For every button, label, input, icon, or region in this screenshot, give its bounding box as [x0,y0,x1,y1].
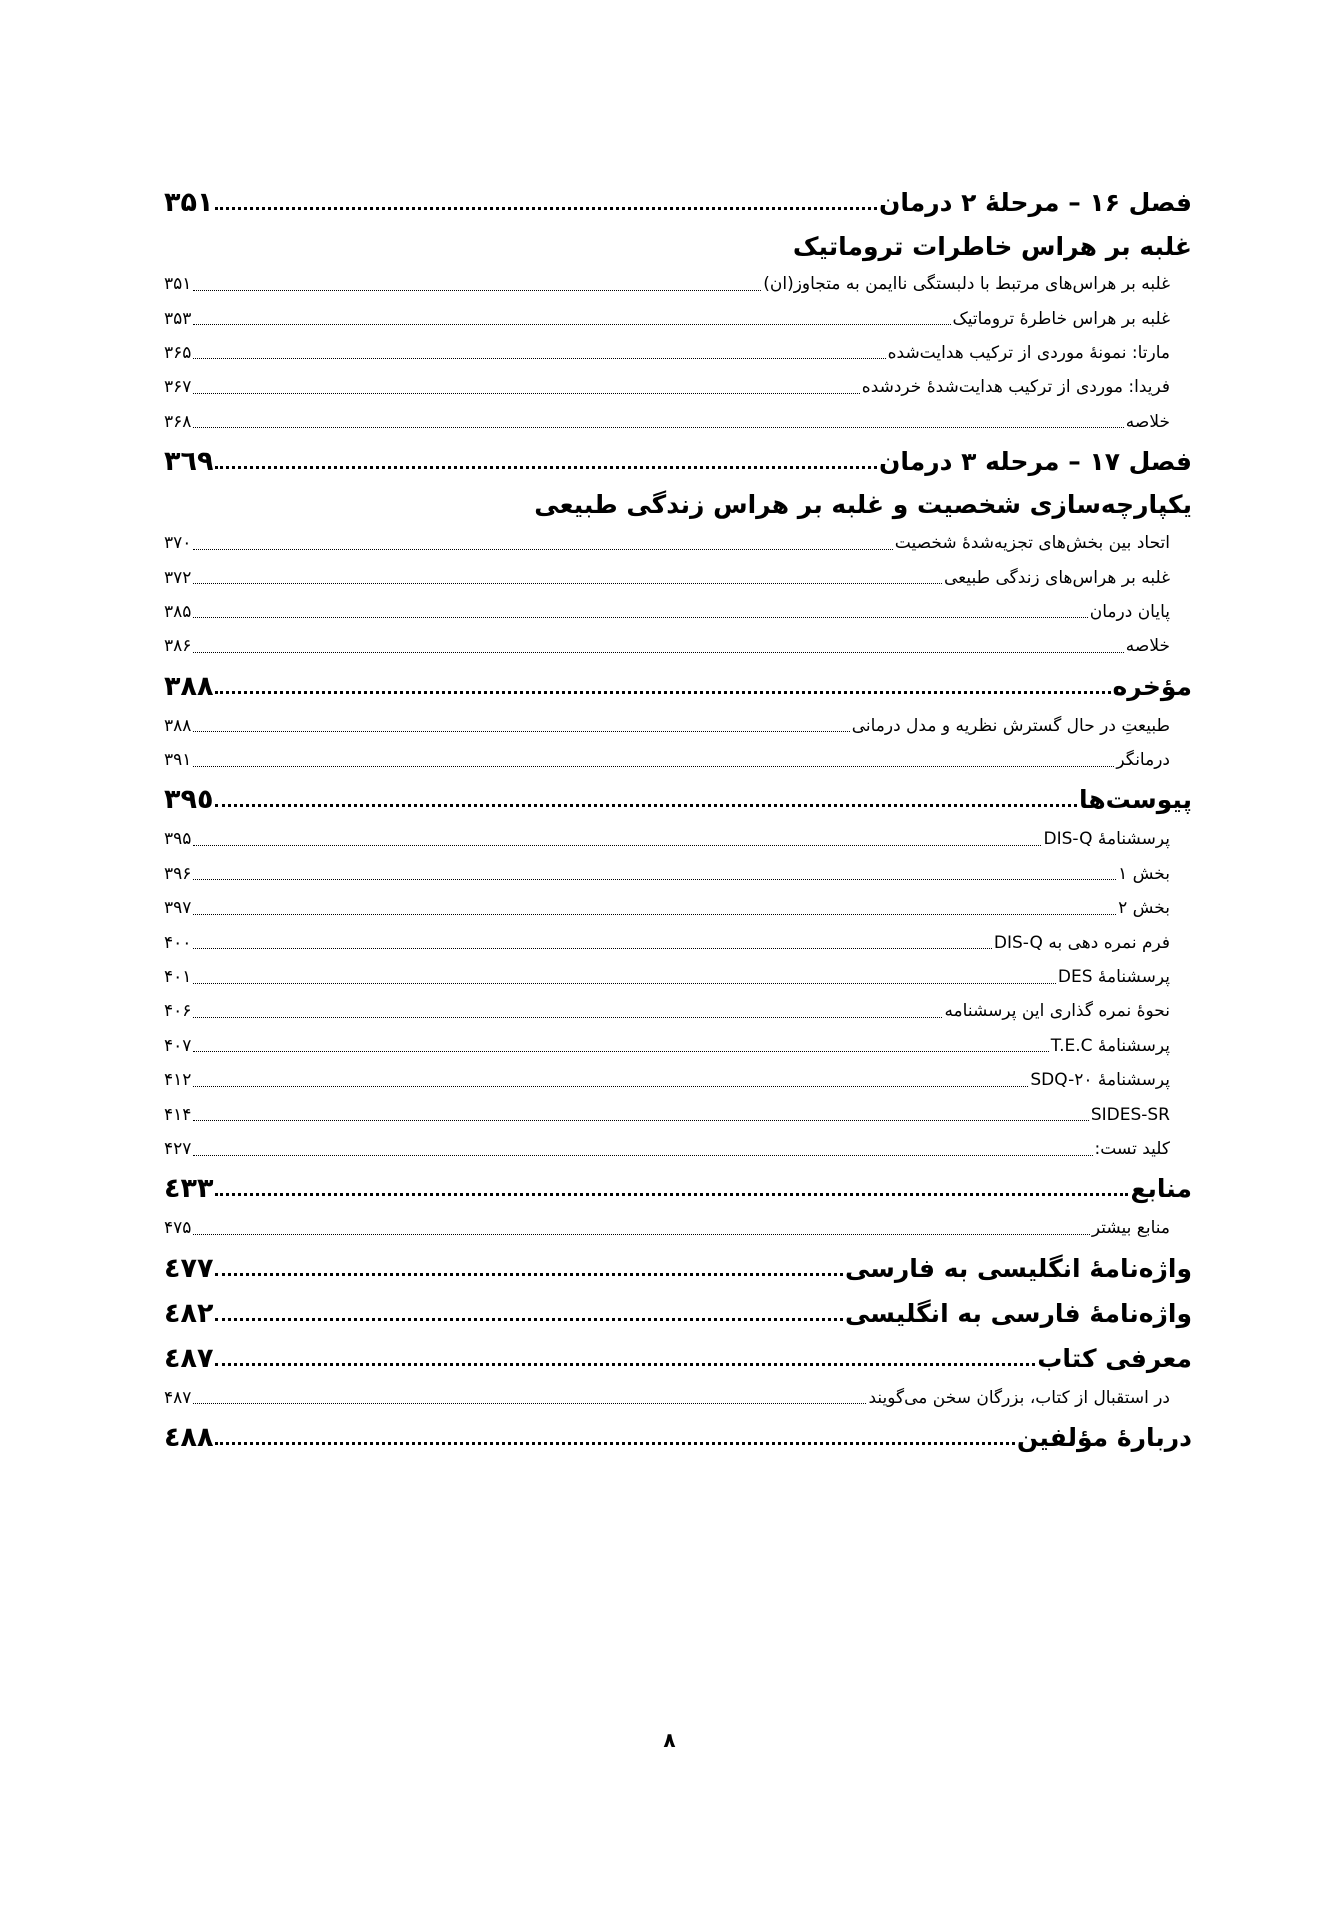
entry-title: مارتا: نمونۀ موردی از ترکیب هدایت‌شده [887,342,1170,363]
toc-heading-about-authors[interactable] [164,1415,1192,1460]
page-number: ۸ [663,1728,676,1752]
toc-entry[interactable] [164,1063,1192,1097]
toc-entry[interactable] [164,267,1192,301]
toc-heading-appendices[interactable] [164,777,1192,822]
heading-title: فصل ۱۷ – مرحله ۳ درمان [879,446,1192,476]
toc-entry[interactable] [164,1211,1192,1245]
entry-title: نحوۀ نمره گذاری این پرسشنامه [944,1001,1170,1022]
toc-entry[interactable] [164,891,1192,925]
heading-page: ۳۵۱ [164,187,214,218]
heading-title: واژه‌نامۀ انگلیسی به فارسی [845,1253,1192,1283]
dot-leader [193,1234,1089,1235]
toc-entry[interactable] [164,709,1192,743]
entry-title: در استقبال از کتاب، بزرگان سخن می‌گویند [868,1387,1170,1408]
dot-leader [193,845,1041,846]
toc-entry[interactable] [164,1381,1192,1415]
heading-title: معرفی کتاب [1037,1343,1192,1373]
dot-leader [193,617,1087,618]
entry-title: منابع بیشتر [1091,1218,1170,1239]
toc-entry[interactable] [164,405,1192,439]
toc-heading-book-intro[interactable] [164,1336,1192,1381]
entry-title: فریدا: موردی از ترکیب هدایت‌شدۀ خردشده [861,377,1170,398]
heading-page: ٤۸۸ [164,1421,214,1453]
dot-leader [215,1273,843,1276]
dot-leader [193,1086,1028,1087]
dot-leader [193,290,761,291]
heading-page: ٤۳۳ [164,1173,214,1205]
heading-page: ٤۸۷ [164,1342,214,1374]
entry-page: ۴۷۵ [164,1218,192,1239]
toc-entry[interactable] [164,994,1192,1028]
entry-title: پرسشنامۀ T.E.C [1050,1035,1170,1056]
entry-title: فرم نمره دهی به DIS-Q [993,932,1170,953]
entry-page: ۳۹۶ [164,863,192,884]
entry-page: ۳۶۵ [164,342,192,363]
chapter-subtitle: غلبه بر هراس خاطرات تروماتیک [792,231,1192,261]
toc-entry[interactable] [164,336,1192,370]
dot-leader [193,1120,1088,1121]
entry-title: SIDES-SR [1090,1104,1170,1125]
dot-leader [193,1017,942,1018]
dot-leader [215,466,877,469]
dot-leader [193,549,892,550]
dot-leader [193,358,885,359]
entry-page: ۳۷۰ [164,533,192,554]
heading-title: منابع [1130,1174,1192,1204]
toc-heading-ch17[interactable] [164,439,1192,484]
toc-entry[interactable] [164,857,1192,891]
entry-title: غلبه بر هراس‌های زندگی طبیعی [943,567,1170,588]
entry-page: ۴۰۶ [164,1001,192,1022]
entry-page: ۳۵۱ [164,274,192,295]
dot-leader [193,583,942,584]
entry-title: بخش ۱ [1118,863,1170,884]
dot-leader [193,948,992,949]
toc-entry[interactable] [164,595,1192,629]
toc-entry[interactable] [164,1097,1192,1131]
entry-title: پرسشنامۀ DIS-Q [1043,829,1170,850]
toc-entry[interactable] [164,743,1192,777]
toc-entry[interactable] [164,629,1192,663]
toc-heading-glossary-en-fa[interactable] [164,1246,1192,1291]
dot-leader [193,914,1116,915]
toc-entry[interactable] [164,301,1192,335]
dot-leader [215,207,877,210]
dot-leader [193,427,1123,428]
entry-page: ۳۷۲ [164,567,192,588]
dot-leader [193,1051,1048,1052]
dot-leader [193,324,950,325]
dot-leader [193,1403,866,1404]
dot-leader [215,804,1077,807]
heading-title: دربارۀ مؤلفین [1016,1422,1192,1452]
heading-page: ۳۹٥ [164,784,214,816]
entry-page: ۴۰۱ [164,967,192,988]
entry-page: ۳۸۸ [164,715,192,736]
entry-title: پرسشنامۀ DES [1057,967,1170,988]
heading-title: فصل ۱۶ – مرحلۀ ۲ درمان [879,188,1192,217]
toc-heading-afterword[interactable] [164,664,1192,709]
dot-leader [193,393,859,394]
entry-page: ۴۸۷ [164,1387,192,1408]
entry-page: ۳۹۷ [164,898,192,919]
heading-title: مؤخره [1112,671,1192,701]
entry-title: بخش ۲ [1118,898,1170,919]
dot-leader [215,1318,843,1321]
entry-page: ۴۰۷ [164,1035,192,1056]
entry-page: ۴۲۷ [164,1139,192,1159]
entry-page: ۳۶۷ [164,377,192,398]
toc-heading-ch16[interactable] [164,180,1192,225]
dot-leader [193,766,1114,767]
toc-entry[interactable] [164,1029,1192,1063]
dot-leader [193,879,1116,880]
dot-leader [215,1193,1128,1196]
heading-title: پیوست‌ها [1078,785,1192,815]
entry-page: ۴۱۲ [164,1070,192,1091]
entry-title: غلبه بر هراس‌های مرتبط با دلبستگی ناایمن به متجاوز(ان) [763,274,1170,295]
dot-leader [193,652,1123,653]
entry-page: ۴۰۰ [164,932,192,953]
entry-page: ۳۵۳ [164,308,192,329]
toc-heading-glossary-fa-en[interactable] [164,1291,1192,1336]
toc-entry[interactable] [164,1132,1192,1166]
chapter-subtitle: یکپارچه‌سازی شخصیت و غلبه بر هراس زندگی طبیعی [534,490,1192,520]
toc-heading-references[interactable] [164,1166,1192,1211]
entry-title: غلبه بر هراس خاطرۀ تروماتیک [952,308,1170,329]
entry-title: خلاصه [1125,411,1170,432]
entry-title: خلاصه [1125,636,1170,657]
heading-page: ۳۸۸ [164,670,214,702]
dot-leader [215,1442,1014,1445]
entry-title: طبیعتِ در حال گسترش نظریه و مدل درمانی [851,715,1170,736]
entry-title: پایان درمان [1089,601,1170,622]
heading-page: ٤۷۷ [164,1252,214,1284]
toc-entry[interactable] [164,925,1192,959]
toc-entry[interactable] [164,370,1192,404]
dot-leader [193,731,849,732]
heading-page: ۳٦۹ [164,445,214,477]
entry-title: اتحاد بین بخش‌های تجزیه‌شدۀ شخصیت [894,533,1170,554]
entry-page: ۳۸۶ [164,636,192,657]
dot-leader [193,983,1056,984]
entry-page: ۳۹۱ [164,750,192,771]
entry-title: درمانگر [1116,750,1170,771]
toc-entry[interactable] [164,560,1192,594]
heading-page: ٤۸۲ [164,1297,214,1329]
toc-entry[interactable] [164,822,1192,856]
dot-leader [215,1363,1035,1366]
dot-leader [215,691,1110,694]
entry-title: پرسشنامۀ SDQ-۲۰ [1030,1070,1170,1091]
entry-page: ۴۱۴ [164,1104,192,1125]
entry-page: ۳۸۵ [164,601,192,622]
table-of-contents [164,180,1192,1460]
toc-entry[interactable] [164,526,1192,560]
heading-title: واژه‌نامۀ فارسی به انگلیسی [845,1298,1192,1328]
entry-page: ۳۹۵ [164,829,192,850]
dot-leader [193,1155,1092,1156]
toc-entry[interactable] [164,960,1192,994]
entry-title: کلید تست: [1094,1139,1170,1159]
entry-page: ۳۶۸ [164,411,192,432]
